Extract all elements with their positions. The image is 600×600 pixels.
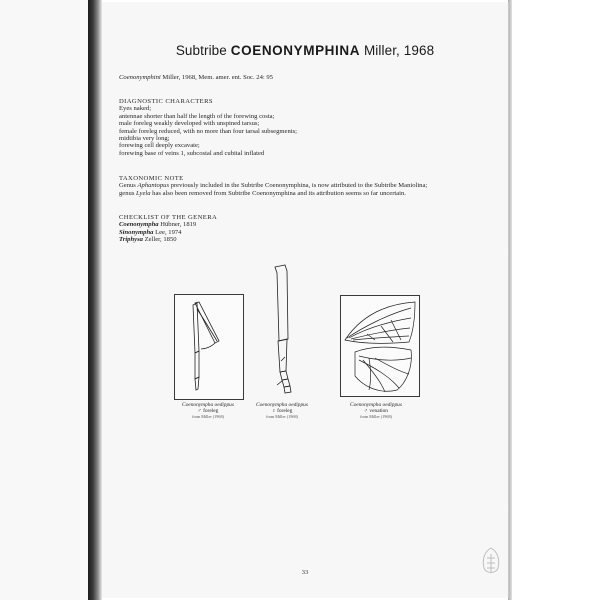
figure-caption (336, 402, 416, 420)
citation-taxon: Coenonymphini (119, 74, 161, 81)
diagnostic-line: male foreleg weakly developed with unspined tarsus; (119, 120, 260, 128)
male-foreleg-drawing (175, 295, 243, 399)
page-number: 33 (301, 569, 309, 576)
taxonomic-text: previously included in the Subtribe Coenonymphina, is now attributed to the Subtribe Maniolina; (169, 182, 428, 190)
figure-species: Coenonympha oedippus (350, 402, 402, 408)
genus-name: Sinonympha (119, 228, 154, 236)
diagnostic-line: female foreleg reduced, with no more than four tarsal subsegments; (119, 127, 297, 135)
taxonomic-heading: TAXONOMIC NOTE (119, 175, 184, 182)
taxonomic-genus: Aphantopus (137, 182, 170, 190)
diagnostic-line: Eyes naked; (119, 105, 152, 113)
library-stamp-icon (478, 546, 504, 578)
figure-label: ♂ venation (364, 408, 388, 414)
female-foreleg-drawing (261, 261, 305, 401)
checklist-item (119, 221, 499, 228)
taxonomic-genus: Lyela (136, 189, 151, 197)
figure-male-foreleg (174, 294, 244, 400)
taxonomic-text: genus (119, 189, 137, 197)
figure-caption (168, 402, 248, 420)
figure-label: ♂ foreleg (197, 408, 219, 414)
diagnostic-line: forewing base of veins 1, subcostal and cubital inflated (119, 149, 265, 157)
genus-author: Lee, 1974 (153, 228, 182, 236)
genus-author: Zeller, 1850 (142, 236, 177, 244)
background-margin (0, 0, 88, 600)
page-title (102, 43, 508, 58)
book-page (102, 2, 509, 598)
figure-label: ♀ foreleg (271, 408, 293, 414)
checklist-heading: CHECKLIST OF THE GENERA (119, 214, 218, 221)
diagnostic-line: midtibia very long; (119, 135, 170, 143)
figure-male-venation (340, 295, 420, 397)
figure-source: from Miller (1968) (192, 414, 224, 419)
title-name: COENONYMPHINA (230, 43, 361, 58)
diagnostic-heading: DIAGNOSTIC CHARACTERS (119, 98, 213, 105)
genus-name: Triphysa (119, 236, 143, 244)
figure-source: from Miller (1968) (266, 414, 298, 419)
checklist-section (119, 214, 499, 244)
title-author: Miller, 1968 (363, 43, 435, 58)
taxonomic-text: has also been removed from Subtribe Coenonymphina and its attribution seems so far uncertain. (150, 189, 406, 197)
diagnostic-line: forewing cell deeply excavate; (119, 142, 200, 150)
figure-source: from Miller (1968) (360, 414, 392, 419)
title-prefix: Subtribe (175, 43, 227, 58)
taxonomic-section (119, 175, 499, 197)
checklist-item (119, 236, 499, 243)
genus-author: Hübner, 1819 (158, 221, 197, 229)
citation (119, 74, 499, 81)
diagnostic-section (119, 98, 499, 157)
citation-rest: Miller, 1968, Mem. amer. ent. Soc. 24: 95 (160, 74, 273, 81)
figure-female-foreleg (260, 260, 306, 402)
figure-species: Coenonympha oedippus (256, 402, 308, 408)
genus-name: Coenonympha (119, 221, 159, 229)
taxonomic-text: Genus (119, 182, 138, 190)
book-spine-shadow (88, 0, 102, 600)
diagnostic-line: antennae shorter than half the length of the forewing costa; (119, 112, 275, 120)
figure-caption (242, 402, 322, 420)
figure-species: Coenonympha oedippus (182, 402, 234, 408)
checklist-item (119, 229, 499, 236)
wing-venation-drawing (341, 296, 419, 396)
